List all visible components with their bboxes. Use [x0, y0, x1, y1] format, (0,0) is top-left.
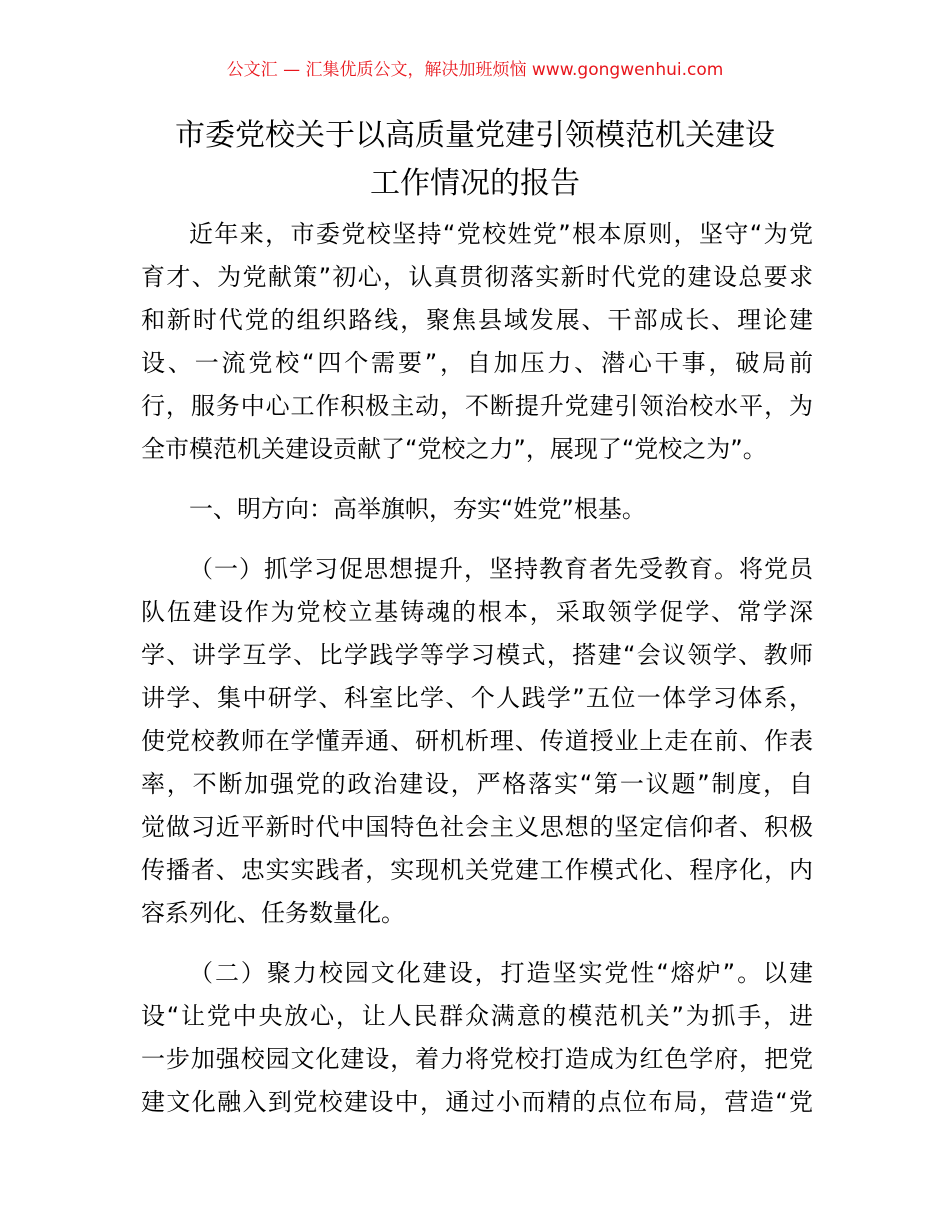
paragraph-1-2 — [141, 952, 813, 1124]
section-heading-1 — [141, 488, 813, 531]
text-line: 传播者、忠实实践者，实现机关党建工作模式化、程序化，内 — [141, 856, 813, 884]
heading-line: 一、明方向：高举旗帜，夯实“姓党”根基。 — [189, 495, 646, 523]
text-line: （二）聚力校园文化建设，打造坚实党性“熔炉”。以建 — [189, 959, 813, 987]
text-line: 学、讲学互学、比学践学等学习模式，搭建“会议领学、教师 — [141, 641, 813, 669]
text-line: 和新时代党的组织路线，聚焦县域发展、干部成长、理论建 — [141, 306, 813, 334]
paragraph-intro — [141, 213, 813, 471]
text-line: 使党校教师在学懂弄通、研机析理、传道授业上走在前、作表 — [141, 727, 813, 755]
text-line: 近年来，市委党校坚持“党校姓党”根本原则，坚守“为党 — [189, 220, 813, 248]
text-line: 一步加强校园文化建设，着力将党校打造成为红色学府，把党 — [141, 1045, 813, 1073]
text-line: 全市模范机关建设贡献了“党校之力”，展现了“党校之为”。 — [141, 435, 767, 463]
text-line: 容系列化、任务数量化。 — [141, 899, 405, 927]
text-line: 建文化融入到党校建设中，通过小而精的点位布局，营造“党 — [141, 1088, 813, 1116]
text-line: 设“让党中央放心，让人民群众满意的模范机关”为抓手，进 — [141, 1002, 813, 1030]
text-line: 率，不断加强党的政治建设，严格落实“第一议题”制度，自 — [141, 770, 813, 798]
document-body — [141, 213, 813, 1124]
text-line: 觉做习近平新时代中国特色社会主义思想的坚定信仰者、积极 — [141, 813, 813, 841]
document-title — [100, 112, 850, 208]
text-line: 设、一流党校“四个需要”，自加压力、潜心干事，破局前 — [141, 349, 813, 377]
site-header-banner[interactable]: 公文汇 — 汇集优质公文，解决加班烦恼 www.gongwenhui.com — [226, 60, 724, 80]
text-line: （一）抓学习促思想提升，坚持教育者先受教育。将党员 — [189, 555, 813, 583]
text-line: 行，服务中心工作积极主动，不断提升党建引领治校水平，为 — [141, 392, 813, 420]
text-line: 讲学、集中研学、科室比学、个人践学”五位一体学习体系， — [141, 684, 813, 712]
title-line-2: 工作情况的报告 — [370, 166, 580, 201]
text-line: 队伍建设作为党校立基铸魂的根本，采取领学促学、常学深 — [141, 598, 813, 626]
text-line: 育才、为党献策”初心，认真贯彻落实新时代党的建设总要求 — [141, 263, 813, 291]
title-line-1: 市委党校关于以高质量党建引领模范机关建设 — [175, 118, 775, 153]
paragraph-1-1 — [141, 548, 813, 935]
